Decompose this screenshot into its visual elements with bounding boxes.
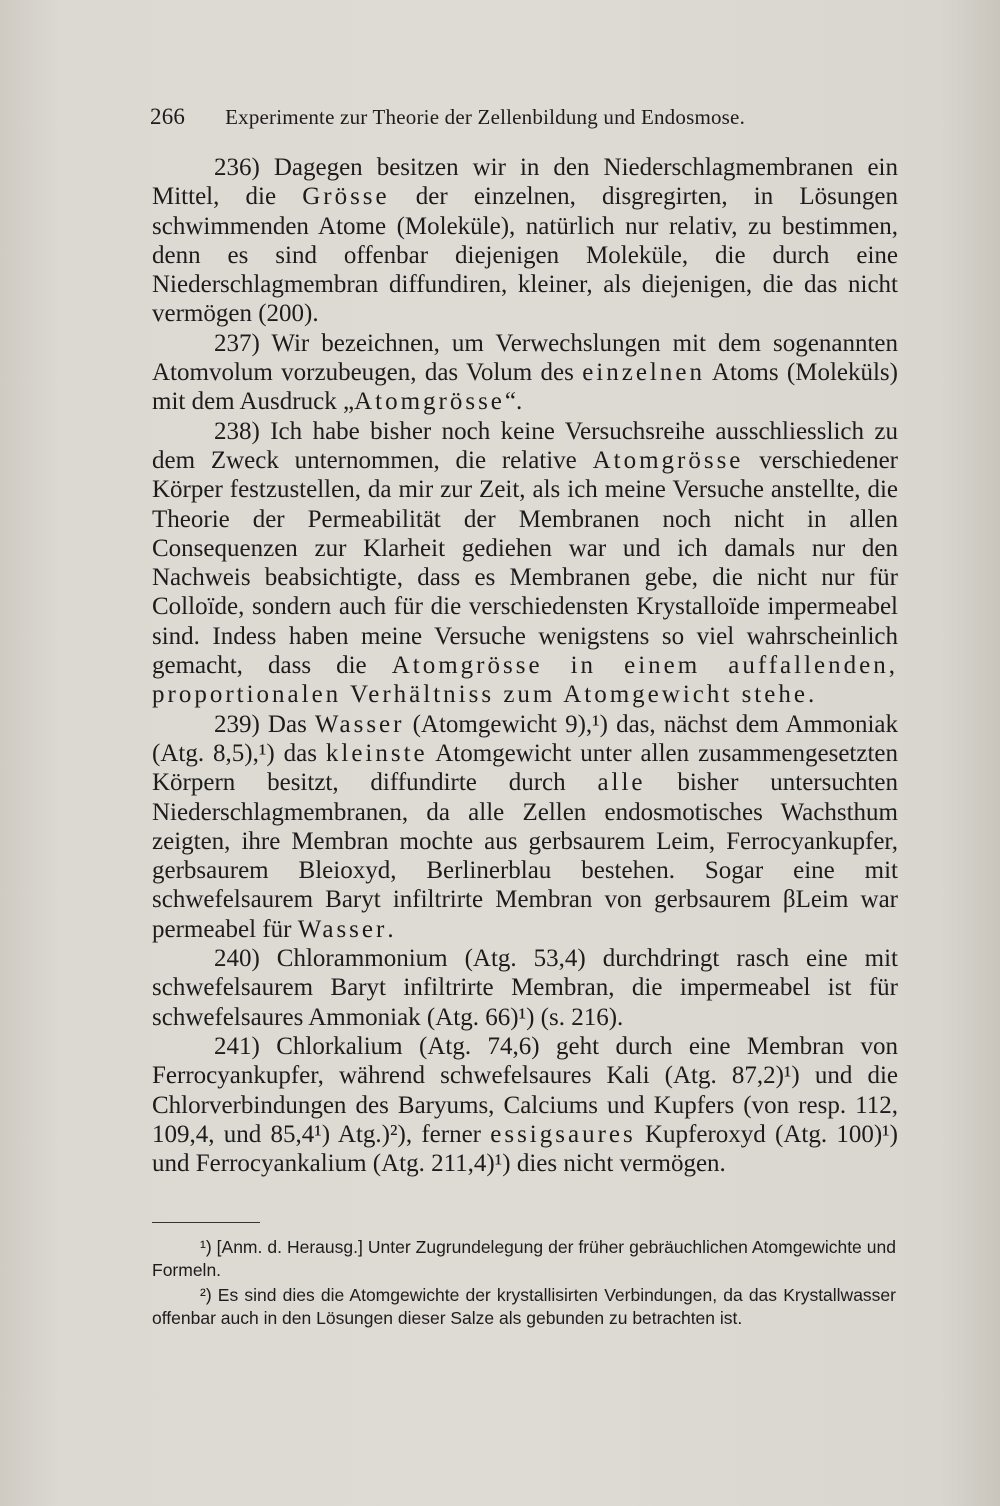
emphasis-spaced: alle bbox=[597, 769, 646, 797]
text-run: bisher untersuchten Niederschlagmembranen, da alle Zellen endosmotisches Wachsthum zeigten, ihre Membran mochte aus gerbsaurem Leim, Ferrocyankupfer, gerbsaurem Bleioxyd, Berlinerblau bestehen. Sogar eine mit schwefelsaurem Baryt infiltrirte Membran von gerbsaurem βLeim war permeabel für bbox=[152, 769, 898, 943]
emphasis-spaced: einzelnen bbox=[582, 359, 705, 387]
main-text bbox=[152, 153, 898, 1178]
text-run: 237) Wir bezeichnen, um Verwechslungen mit dem sogenannten Atomvolum vorzubeugen, das Volum des bbox=[152, 329, 898, 387]
footnote-divider bbox=[152, 1222, 260, 1223]
text-run: . bbox=[807, 681, 815, 709]
emphasis-spaced: essigsaures bbox=[490, 1120, 636, 1148]
emphasis-spaced: Atomgrösse in einem auffallenden, proportionalen Verhältniss zum Atomgewicht stehe bbox=[152, 652, 898, 709]
text-run: Atomgewicht unter allen zusammengesetzten Körpern besitzt, diffundirte durch bbox=[152, 739, 899, 797]
running-header bbox=[150, 104, 810, 130]
page-number: 266 bbox=[150, 104, 186, 129]
footnote-1: ¹) [Anm. d. Herausg.] Unter Zugrundelegung der früher gebräuchlichen Atomgewichte und Formeln. bbox=[152, 1237, 896, 1280]
paragraph-241 bbox=[152, 1032, 898, 1178]
text-run: (Atomgewicht 9),¹) das, nächst dem Ammoniak (Atg. 8,5),¹) das bbox=[152, 710, 898, 767]
text-run: 240) Chlorammonium (Atg. 53,4) durchdringt rasch eine mit schwefelsaurem Baryt infiltrirte Membran, die impermeabel ist für schwefelsaures Ammoniak (Atg. 66)¹) (s. 216). bbox=[152, 945, 898, 1031]
footnote-2: ²) Es sind dies die Atomgewichte der krystallisirten Verbindungen, da das Krystallwasser offenbar auch in den Lösungen dieser Salze als gebunden zu betrachten ist. bbox=[152, 1285, 896, 1328]
text-run: 241) Chlorkalium (Atg. 74,6) geht durch eine Membran von Ferrocyankupfer, während schwefelsaures Kali (Atg. 87,2)¹) und die Chlorverbindungen des Baryums, Calciums und Kupfers (von resp. 112, 109,4, und 85,4¹) Atg.)²), ferner bbox=[152, 1032, 898, 1148]
text-run: “. bbox=[504, 388, 523, 416]
paragraph-237 bbox=[152, 329, 898, 417]
emphasis-spaced: Atomgrösse bbox=[592, 446, 744, 474]
text-run: Atoms (Moleküls) mit dem Ausdruck „ bbox=[152, 359, 898, 416]
text-run: der einzelnen, disgregirten, in Lösungen schwimmenden Atome (Moleküle), natürlich nur relativ, zu bestimmen, denn es sind offenbar diejenigen Moleküle, die durch eine Niederschlagmembran diffundiren, kleiner, als diejenigen, die das nicht vermögen (200). bbox=[152, 183, 898, 328]
emphasis-spaced: Grösse bbox=[302, 183, 390, 211]
emphasis-spaced: Atomgrösse bbox=[354, 388, 505, 416]
text-run: verschiedener Körper festzustellen, da mir zur Zeit, als ich meine Versuche anstellte, die Theorie der Permeabilität der Membranen noch nicht in allen Consequenzen zur Klarheit gediehen war und ich damals nur den Nachweis beabsichtigte, dass es Membranen gebe, die nicht nur für Colloïde, sondern auch für die verschiedensten Krystalloïde impermeabel sind. Indess haben meine Versuche wenigstens so viel wahrscheinlich gemacht, dass die bbox=[152, 446, 898, 680]
paragraph-240 bbox=[152, 944, 898, 1032]
text-run: . bbox=[387, 915, 394, 943]
emphasis-spaced: Wasser bbox=[297, 915, 388, 943]
emphasis-spaced: Wasser bbox=[314, 710, 405, 738]
paragraph-236 bbox=[152, 153, 898, 329]
paragraph-238 bbox=[152, 417, 898, 710]
text-run: 238) Ich habe bisher noch keine Versuchsreihe ausschliesslich zu dem Zweck unternommen, die relative bbox=[152, 417, 898, 474]
text-run: 239) Das bbox=[214, 710, 315, 738]
running-title: Experimente zur Theorie der Zellenbildung und Endosmose. bbox=[225, 105, 746, 129]
paragraph-239 bbox=[152, 710, 898, 944]
text-run: 236) Dagegen besitzen wir in den Niederschlagmembranen ein Mittel, die bbox=[152, 154, 898, 211]
emphasis-spaced: kleinste bbox=[325, 739, 428, 767]
text-run: Kupferoxyd (Atg. 100)¹) und Ferrocyankalium (Atg. 211,4)¹) dies nicht vermögen. bbox=[152, 1120, 898, 1178]
footnotes bbox=[152, 1236, 896, 1332]
